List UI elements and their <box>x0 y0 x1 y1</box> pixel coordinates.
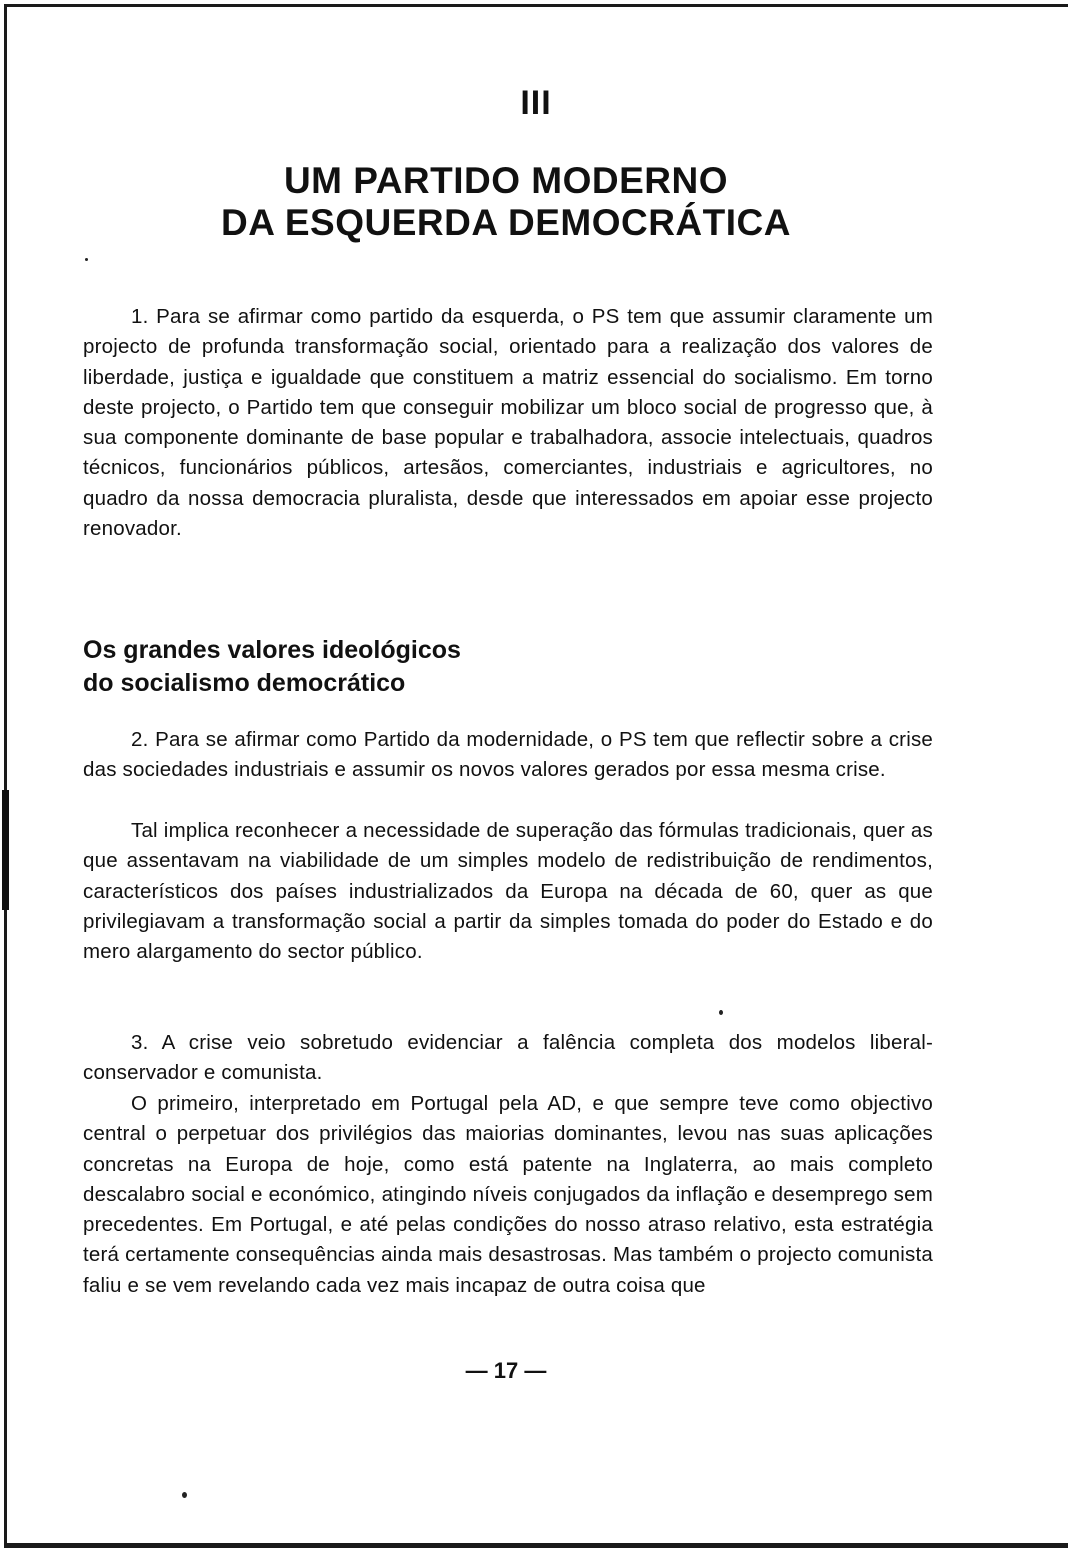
paragraph-3: 3. A crise veio sobretudo evidenciar a falência completa dos modelos liberal-conservador e comunista. <box>83 1031 933 1085</box>
paragraph-2: 2. Para se afirmar como Partido da modernidade, o PS tem que reflectir sobre a crise das sociedades industriais e assumir os novos valores gerados por essa mesma crise. <box>83 728 933 782</box>
chapter-number: III <box>520 84 552 122</box>
chapter-title <box>0 160 1012 244</box>
scan-edge-top <box>6 4 1068 7</box>
scan-speck <box>719 1010 723 1015</box>
section-heading-line-1: Os grandes valores ideológicos <box>83 636 461 664</box>
section-heading-line-2: do socialismo democrático <box>83 669 406 697</box>
section-heading <box>83 634 783 700</box>
chapter-title-line-2: DA ESQUERDA DEMOCRÁTICA <box>221 202 791 243</box>
paragraph-3-continued: O primeiro, interpretado em Portugal pela AD, e que sempre teve como objectivo central o perpetuar dos privilégios das maiorias dominantes, levou nas suas aplicações concretas na Europa de hoje, como está patente na Inglaterra, ao mais completo descalabro social e económico, atingindo níveis conjugados da inflação e desemprego sem precedentes. Em Portugal, e até pelas condições do nosso atraso relativo, esta estratégia terá certamente consequências ainda mais desastrosas. Mas também o projecto comunista faliu e se vem revelando cada vez mais incapaz de outra coisa que <box>83 1092 933 1297</box>
scan-edge-left-mark <box>2 790 9 910</box>
chapter-title-line-1: UM PARTIDO MODERNO <box>283 160 729 201</box>
page-number: — 17 — <box>465 1358 547 1383</box>
paragraph-2-continued: Tal implica reconhecer a necessidade de superação das fórmulas tradicionais, quer as que assentavam na viabilidade de um simples modelo de redistribuição de rendimentos, característicos dos países industrializados da Europa na década de 60, quer as que privilegiavam a transformação social a partir da simples tomada do poder do Estado e do mero alargamento do sector público. <box>83 819 933 964</box>
scan-edge-bottom <box>4 1543 1068 1548</box>
paragraph-1: 1. Para se afirmar como partido da esquerda, o PS tem que assumir claramente um projecto de profunda transformação social, orientado para a realização dos valores de liberdade, justiça e igualdade que constituem a matriz essencial do socialismo. Em torno deste projecto, o Partido tem que conseguir mobilizar um bloco social de progresso que, à sua componente dominante de base popular e trabalhadora, associe intelectuais, quadros técnicos, funcionários públicos, artesãos, comerciantes, industriais e agricultores, no quadro da nossa democracia pluralista, desde que interessados em apoiar esse projecto renovador. <box>83 305 933 541</box>
scan-speck <box>182 1492 187 1498</box>
scan-speck <box>85 258 88 261</box>
